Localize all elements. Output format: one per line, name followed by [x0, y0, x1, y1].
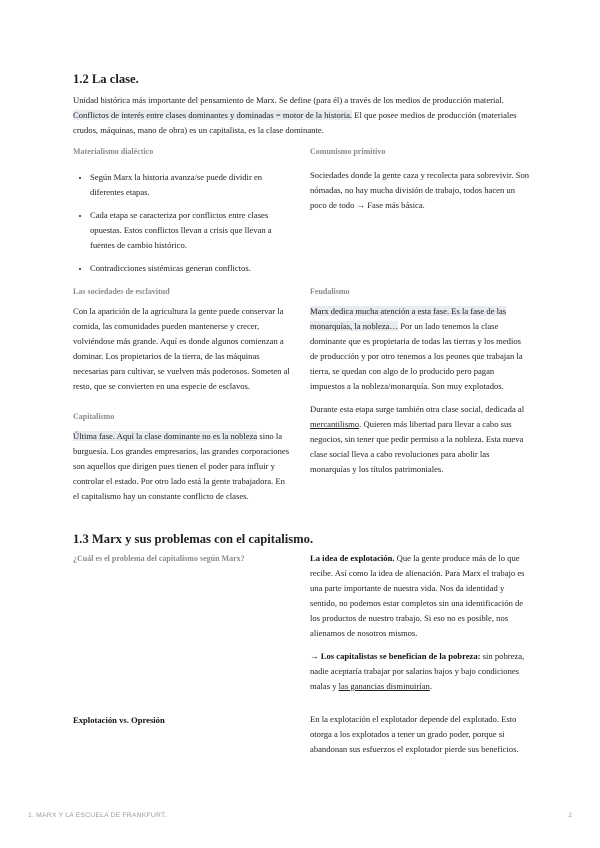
explotacion-idea-bold: La idea de explotación.: [310, 553, 395, 563]
list-item: • Cada etapa se caracteriza por conflictos entre clases opuestas. Estos conflictos llevan a crisis que llevan a fuentes de cambio histórico.: [90, 208, 293, 253]
arrow-glyph: →: [310, 651, 321, 661]
feudalismo-p2-b: . Quieren más libertad para llevar a cabo sus negocios, sin tener que pedir permiso a la nobleza. Esta nueva clase social lleva a cabo revoluciones para abolir las monarquías y los títulos patrimoniales.: [310, 419, 524, 474]
explot-vs-text-block: [310, 712, 530, 757]
explot-vs-text: En la explotación el explotador depende del explotado. Esto otorga a los explotados a tener un grado poder, porque si abandonan sus esfuerzos el explotador pierde sus beneficios.: [310, 714, 519, 754]
capitalismo-highlight: Última fase. Aquí la clase dominante no es la nobleza: [73, 431, 258, 441]
page-number: 2: [568, 812, 572, 819]
intro-text-2: El que posee medios de producción (materiales crudos, máquinas, mano de obra) es un capitalista, es la clase dominante.: [73, 110, 517, 135]
feudalismo-text: [310, 304, 530, 394]
intro-text: Unidad histórica más importante del pensamiento de Marx. Se define (para él) a través de los medios de producción material.: [73, 95, 504, 105]
feudalismo-highlight: Marx dedica mucha atención a esta fase. Es la fase de las monarquías, la nobleza…: [310, 306, 507, 331]
problem-question: ¿Cuál es el problema del capitalismo según Marx?: [73, 554, 245, 563]
esclavitud-text: Con la aparición de la agricultura la gente puede conservar la comida, las comunidades pueden mantenerse y crecer, volviéndose más grande. Aquí es donde algunos comienzan a dominar. Los propietarios de la tierra, de las máquinas necesarias para cultivar, se vuelven más poderosos. Someten al resto, que se convierten en una especie de esclavos.: [73, 306, 290, 391]
footer-chapter: 1. MARX Y LA ESCUELA DE FRANKFURT.: [28, 812, 167, 819]
capitalistas-text: [310, 649, 530, 694]
section-1-3-title: 1.3 Marx y sus problemas con el capitalismo.: [73, 532, 314, 546]
mercantilismo-term: mercantilismo: [310, 419, 360, 429]
explotacion-block: [310, 551, 530, 694]
explot-vs-block: [73, 713, 293, 728]
question-block: [73, 553, 293, 565]
feudalismo-block: [310, 286, 530, 477]
feudalismo-text-2: [310, 402, 530, 477]
feudalismo-text-rest: Por un lado tenemos la clase dominante que es propietaria de todas las tierras y los medios de producción y por otro tenemos a los peones que trabajan la tierra, se quedan con algo de lo producido pero pagan impuestos a la nobleza/monarquía. Son muy explotados.: [310, 321, 523, 391]
list-item: • Contradicciones sistémicas generan conflictos.: [90, 261, 293, 276]
feudalismo-p2-a: Durante esta etapa surge también otra clase social, dedicada al: [310, 404, 525, 414]
capitalistas-bold: Los capitalistas se benefician de la pobreza:: [320, 651, 481, 661]
capitalismo-text-rest: sino la burguesía. Los grandes empresarios, las grandes corporaciones son aquellos que dirigen pues tienen el poder para influir y controlar el estado. Por otro lado está la gente trabajadora. En el capitalismo hay un constante conflicto de clases.: [73, 431, 290, 501]
materialismo-heading: Materialismo dialéctico: [73, 147, 154, 156]
section-1-2-intro: [73, 93, 535, 138]
materialismo-list: [73, 170, 293, 276]
feudalismo-heading: Feudalismo: [310, 287, 350, 296]
esclavitud-block: [73, 286, 293, 394]
comunismo-block: [310, 146, 530, 213]
capitalistas-rest: sin pobreza, nadie aceptaría trabajar por salarios bajos y bajo condiciones malas y: [310, 651, 525, 691]
section-1-2-title: 1.2 La clase.: [73, 72, 139, 86]
comunismo-text: Sociedades donde la gente caza y recolecta para sobrevivir. Son nómadas, no hay mucha división de trabajo, todos hacen un poco de todo → Fase más básica.: [310, 170, 530, 210]
capitalismo-heading: Capitalismo: [73, 412, 115, 421]
intro-highlight: Conflictos de interés entre clases dominantes y dominadas = motor de la historia.: [73, 110, 353, 120]
list-item: • Según Marx la historia avanza/se puede dividir en diferentes etapas.: [90, 170, 293, 200]
explot-vs-heading: Explotación vs. Opresión: [73, 715, 165, 725]
comunismo-heading: Comunismo primitivo: [310, 147, 386, 156]
capitalistas-end: .: [429, 681, 432, 691]
explotacion-text: [310, 551, 530, 641]
ganancias-underlined: las ganancias disminuirían: [338, 681, 430, 691]
explotacion-idea-rest: Que la gente produce más de lo que recibe. Así como la idea de alienación. Para Marx el trabajo es una parte importante de nuestra vida. Nos da identidad y sentido, no podemos estar completos sin una identificación de los productos de nuestro trabajo. Si eso no es posible, nos alienamos de nosotros mismos.: [310, 553, 525, 638]
capitalismo-text: [73, 429, 293, 504]
esclavitud-heading: Las sociedades de esclavitud: [73, 287, 170, 296]
materialismo-block: [73, 146, 293, 284]
capitalismo-block: [73, 411, 293, 504]
